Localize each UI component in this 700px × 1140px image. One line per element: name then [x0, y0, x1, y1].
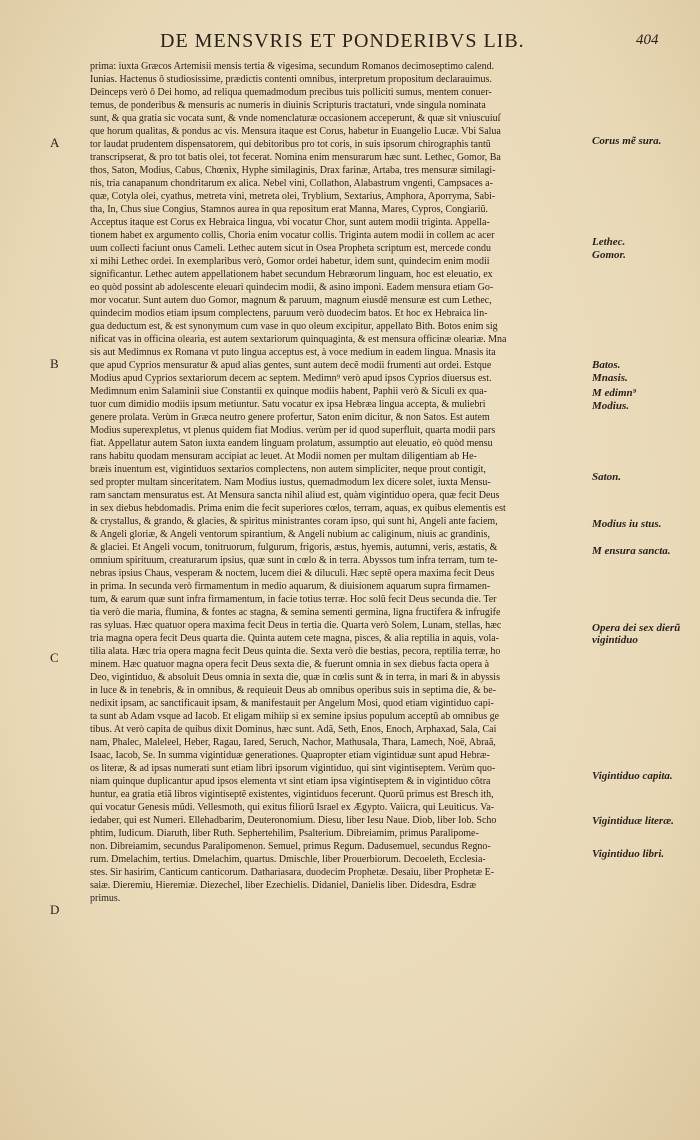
margin-note-corus: Corus mẽ sura.	[592, 135, 662, 147]
text-line: nedixit ipsam, ac sanctificauit ipsam, & manifestauit per Angelum Mosi, quod etiam vigintiduo capi-	[90, 698, 494, 709]
text-line: uum collecti faciunt onus Cameli. Lethec autem sicut in Osea Propheta scriptum est, mercede condu	[90, 243, 491, 254]
text-line: tria magna opera fecit Deus quarta die. Quinta autem cete magna, pisces, & alia reptilia in aquis, vola-	[90, 633, 500, 644]
text-line: sed propter multam sinceritatem. Nam Modius iustus, quemadmodum lex dicere solet, iuxta Mensu-	[90, 477, 491, 488]
text-line: tionem habet ex argumento collis, Choria enim vocatur collis. Triginta autem modii in collem ac acer	[90, 230, 495, 241]
text-line: Acceptus itaque est Corus ex Hebraica lingua, vbi vocatur Chor, sunt autem modii triginta. Appella-	[90, 217, 490, 228]
text-line: nebras ipsius Chaus, vesperam & noctem, lucem diei & diluculi. Hæc septẽ opera maxima fecit Deus	[90, 568, 495, 579]
margin-note-medimnus: M edimn⁹	[592, 387, 637, 399]
text-line: temus, de ponderibus & mensuris ac numeris in diuinis Scripturis tractaturi, vnde singula nominata	[90, 100, 486, 111]
margin-note-batos: Batos.	[592, 359, 621, 371]
text-line: que horum qualitas, & pondus ac vis. Mensura itaque est Corus, habetur in Euangelio Lucæ. Vbi Salua	[90, 126, 501, 137]
text-line: iedaber, qui est Numeri. Ellehadbarim, Deuteronomium. Diesu, liber Iesu Naue. Diob, liber Iob. Scho	[90, 815, 497, 826]
text-line: huntur, ea gratia etiã libros vigintiseptẽ existentes, vigintiduos fecerunt. Quorũ primus est Bresch ith,	[90, 789, 494, 800]
text-line: quindecim modios etiam ipsum complectens, paruum verò duodecim batos. Et hoc ex Hebraica lin-	[90, 308, 488, 319]
text-line: prima: iuxta Græcos Artemisii mensis tertia & vigesima, secundum Romanos decimoseptimo calend.	[90, 61, 495, 72]
text-line: Modius apud Cyprios sextariorum decem ac septem. Medimn⁹ verò apud ipsos Cyprios diuersus est.	[90, 373, 492, 384]
text-line: xi mihi Lethec ordei. In exemplaribus verò, Gomor ordei habetur, idem sunt, quindecim enim modii	[90, 256, 490, 267]
text-line: saiæ. Dieremiu, Hieremiæ. Diezechel, liber Ezechielis. Didaniel, Danielis liber. Didesdra, Esdræ	[90, 880, 476, 891]
text-line: primus.	[90, 893, 121, 904]
margin-note-modius: Modius.	[592, 400, 629, 412]
text-line: in prima. In secunda verò firmamentum in medio aquarum, & diuisionem aquarum supra firmamen-	[90, 581, 491, 592]
text-line: ras syluas. Hæc quatuor opera maxima fecit Deus in tertia die. Quarta verò Solem, Lunam, stellas, hæc	[90, 620, 502, 631]
text-line: sis aut Medimnus ex Romana vt puto lingua acceptus est, à voce medium in eadem lingua. Mnasis ita	[90, 347, 496, 358]
text-line: tilia alata. Hæc tria opera magna fecit Deus quinta die. Sexta verò die bestias, pecora, reptilia terræ, ho	[90, 646, 501, 657]
body-text	[90, 60, 585, 905]
margin-note-opera-dei: Opera dei sex dierũ vigintiduo	[592, 622, 681, 646]
text-line: Medimnum enim Salaminii siue Constantii ex quinque modiis habent, Paphii verò & Siculi ex qua-	[90, 386, 487, 397]
text-line: fiat. Appellatur autem Saton iuxta eandem linguam prolatum, assumptio aut eleuatio, eò quòd mensu	[90, 438, 493, 449]
margin-note-mnasis: Mnasis.	[592, 372, 628, 384]
margin-note-gomor: Gomor.	[592, 249, 626, 261]
text-line: thos, Saton, Modius, Cabus, Chœnix, Hyphe similaginis, Drax farinæ, Artaba, tres mensuræ similagi-	[90, 165, 496, 176]
text-line: & glaciei. Et Angeli vocum, tonitruorum, fulgurum, frigoris, æstus, hyemis, autumni, veris, æstatis, &	[90, 542, 498, 553]
text-line: Iunias. Hactenus ô studiosissime, prædictis contenti omnibus, interpretum propositum declarauimus.	[90, 74, 492, 85]
text-line: phtim, Iudicum. Diaruth, liber Ruth. Sephertehilim, Psalterium. Dibreiamim, primus Paralipome-	[90, 828, 479, 839]
text-line: transcripserat, & pro tot batis olei, tot fecerat. Nomina enim mensurarum hæc sunt. Lethec, Gomor, Ba	[90, 152, 501, 163]
text-line: genere prolata. Verùm in Græca neutro genere profertur, Saton enim dicitur, & non Satos. Est autem	[90, 412, 490, 423]
text-line: stes. Sir hasirim, Canticum canticorum. Dathariasara, duodecim Prophetæ. Desaiu, liber Prophetæ E-	[90, 867, 495, 878]
margin-note-mensura-sancta: M ensura sancta.	[592, 545, 671, 557]
text-line: quæ, Cotyla olei, cyathus, metreta vini, metreta olei, Tryblium, Sextarius, Amphora, Aporryma, Sabi-	[90, 191, 496, 202]
text-line: sunt, & qua gratia sic vocata sunt, & vnde nomenclaturæ occasionem acceperunt, & quæ sit vniuscuiuſ	[90, 113, 501, 124]
text-line: ram sanctam mensuratus est. At Mensura sancta nihil aliud est, quàm vigintiduo opera, quæ fecit Deus	[90, 490, 500, 501]
text-line: niam quinque duplicantur apud ipsos elementa vt sint etiam ipsa vigintiseptem & in vigintiduo cõtra	[90, 776, 491, 787]
text-line: significantur. Lethec autem appellationem habet secundum Hebræorum linguam, hoc est eleuatio, ex	[90, 269, 493, 280]
section-letter-b: B	[50, 356, 59, 371]
text-line: tha, In, Chus siue Congius, Stamnos aurea in qua repositum erat Manna, Mares, Cypros, Congiariũ.	[90, 204, 488, 215]
margin-note-vigintiduo-libri: Vigintiduo libri.	[592, 848, 665, 860]
text-line: tum, & earum quæ sunt infra firmamentum, in facie totius terræ. Hoc solũ fecit Deus secunda die. Ter	[90, 594, 497, 605]
text-line: & crystallus, & grando, & glacies, & spiritus ministrantes coram ipso, qui sunt hi, Angeli ante faciem,	[90, 516, 498, 527]
text-line: nam, Phalec, Maleleel, Heber, Ragau, Iared, Seruch, Nachor, Mathusala, Thara, Lamech, Noë, Abraã,	[90, 737, 496, 748]
text-line: qui vocatur Genesis mũdi. Vellesmoth, qui exitus filiorũ Israel ex Ægypto. Vaiicra, qui Leuiticus. Va-	[90, 802, 495, 813]
section-letter-a: A	[50, 135, 60, 150]
section-letter-d: D	[50, 902, 60, 917]
text-line: tuor cum dimidio modiis ipsum metiuntur. Satu vocatur ex ipsa Hebræa lingua accepta, & muliebri	[90, 399, 486, 410]
text-line: nificat vas in officina olearia, est autem sextariorum quinquaginta, & est mensura officinæ oleariæ. Mna	[90, 334, 507, 345]
margin-note-vigintiduae-literae: Vigintiduæ literæ.	[592, 815, 674, 827]
text-line: Deo, vigintiduo, & absoluit Deus omnia in sexta die, quæ in cœlis sunt & in terra, in mari & in abyssis	[90, 672, 500, 683]
text-line: tibus. At verò capita de quibus dixit Dominus, hæc sunt. Adã, Seth, Enos, Enoch, Arphaxad, Sala, Cai	[90, 724, 497, 735]
text-line: & Angeli gloriæ, & Angeli ventorum spirantium, & Angeli nubium ac caliginum, niuis ac grandinis,	[90, 529, 490, 540]
text-line: non. Dibreiamim, secundus Paralipomenon. Semuel, primus Regum. Dadusemuel, secundus Regno-	[90, 841, 491, 852]
text-line: in luce & in tenebris, & in omnibus, & requieuit Deus ab omnibus operibus suis in septima die, & be-	[90, 685, 497, 696]
folio-number: 404	[636, 32, 659, 48]
text-line: minem. Hæc quatuor magna opera fecit Deus sexta die, & fuerunt omnia in sex diebus facta opera à	[90, 659, 490, 670]
text-line: que apud Cyprios mensuratur & apud alias gentes, sunt autem decẽ modii frumenti aut ordei. Estque	[90, 360, 492, 371]
text-line: Isaac, Iacob, Se. In summa vigintiduæ generationes. Quapropter etiam vigintiduæ sunt apud Hebræ-	[90, 750, 490, 761]
text-line: tor laudat prudentem dispensatorem, qui debitoribus pro tot coris, in suis ipsorum chirographis tantũ	[90, 139, 491, 150]
text-line: bræis inuentum est, vigintiduos sextarios complectens, non autem simpliciter, neque prout contigit,	[90, 464, 486, 475]
margin-note-saton: Saton.	[592, 471, 622, 483]
text-line: eo quòd possint ab adolescente eleuari quindecim modii, & asino imponi. Eadem mensura etiam Go-	[90, 282, 494, 293]
text-line: nis, tria canapanum chondritarum ex alica. Nebel vini, Collathon, Alabastrum vngenti, Campsaces a-	[90, 178, 493, 189]
margin-note-modius-iustus: Modius iu stus.	[592, 518, 662, 530]
text-line: ta sunt ab Adam vsque ad Iacob. Et eligam mihiip si ex semine ipsius populum acceptũ ab omnibus ge	[90, 711, 500, 722]
running-title: DE MENSVRIS ET PONDERIBVS LIB.	[160, 30, 525, 52]
text-line: gua deductum est, & est synonymum cum vase in quo oleum excipitur, appellato Bith. Botos enim sig	[90, 321, 498, 332]
text-line: tia verò die maria, flumina, & fontes ac stagna, & semina sementi germina, ligna fructifera & infrugife	[90, 607, 501, 618]
text-line: Modius superexpletus, vt plenus quidem fiat Modius. verùm per id quod superfluit, quarta modii pars	[90, 425, 496, 436]
section-letter-c: C	[50, 650, 59, 665]
margin-note-vigintiduo-capita: Vigintiduo capita.	[592, 770, 673, 782]
text-line: os literæ, & ad ipsas numerati sunt etiam libri ipsorum vigintiduo, qui sint vigintiseptem. Verùm quo-	[90, 763, 496, 774]
text-line: omnium spirituum, creaturarum ipsius, quæ sunt in cœlo & in terra. Abyssos tum infra terram, tum te-	[90, 555, 498, 566]
text-line: mor vocatur. Sunt autem duo Gomor, magnum & paruum, magnum eiusdẽ mensuræ est cum Lethec,	[90, 295, 492, 306]
text-line: Deinceps verò ô Dei homo, ad reliqua quemadmodum precibus tuis polliciti sumus, mentem conuer-	[90, 87, 492, 98]
text-line: rans habitu quodam mensuram accipiat ac leuet. At Modii nomen per multam diligentiam ab He-	[90, 451, 477, 462]
text-line: in sex diebus hebdomadis. Prima enim die fecit superiores cœlos, terram, aquas, ex quibus elementis est	[90, 503, 506, 514]
text-line: rum. Dmelachim, tertius. Dmelachim, quartus. Dmischle, liber Prouerbiorum. Decoeleth, Ecclesia-	[90, 854, 486, 865]
margin-note-lethec: Lethec.	[592, 236, 626, 248]
